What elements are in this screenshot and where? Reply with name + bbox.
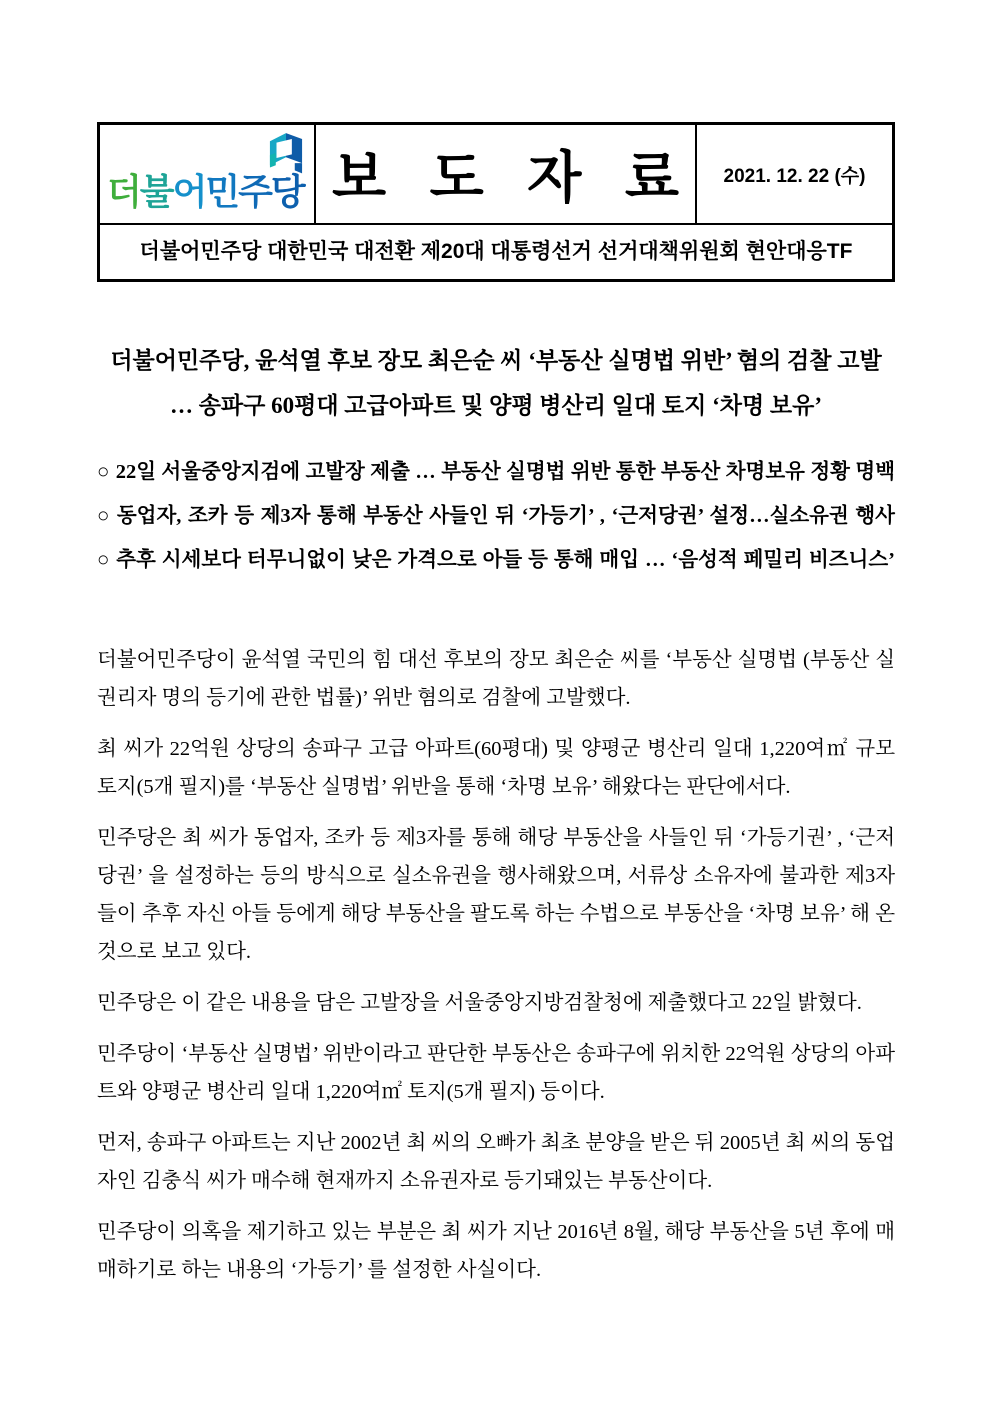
bullet-item-3 (97, 538, 895, 582)
body-paragraph-3: 민주당은 최 씨가 동업자, 조카 등 제3자를 통해 해당 부동산을 사들인 뒤 ‘가등기권’ , ‘근저당권’ 을 설정하는 등의 방식으로 실소유권을 행사해왔으며, 서류상 소유자에 불과한 제3자들이 추후 자신 아들 등에게 해당 부동산을 팔도록 하는 수법으로 부동산을 ‘차명 보유’ 해 온 것으로 보고 있다. (97, 827, 895, 963)
body-text (97, 641, 895, 1289)
body-paragraph-4: 민주당은 이 같은 내용을 담은 고발장을 서울중앙지방검찰청에 제출했다고 22일 밝혔다. (97, 992, 862, 1014)
press-release-title: 보 도 자 료 (316, 125, 697, 223)
release-date: 2021. 12. 22 (수) (723, 165, 866, 187)
logo-char: 주 (238, 171, 271, 212)
party-logo (100, 125, 316, 223)
logo-char: 어 (172, 171, 206, 212)
committee-subtitle: 더불어민주당 대한민국 대전환 제20대 대통령선거 선거대책위원회 현안대응TF (139, 240, 853, 263)
body-paragraph-5: 민주당이 ‘부동산 실명법’ 위반이라고 판단한 부동산은 송파구에 위치한 22억원 상당의 아파트와 양평군 병산리 일대 1,220여㎡ 토지(5개 필지) 등이다. (97, 1043, 895, 1103)
logo-char: 더 (107, 171, 140, 212)
header-top-row (100, 125, 892, 225)
bullet-text: 추후 시세보다 터무니없이 낮은 가격으로 아들 등 통해 매입 … ‘음성적 페밀리 비즈니스’ (116, 549, 895, 571)
bullet-item-2 (97, 494, 895, 538)
bullet-text: 22일 서울중앙지검에 고발장 제출 … 부동산 실명법 위반 통한 부동산 차명보유 정황 명백 (115, 461, 895, 483)
header-table (97, 122, 895, 282)
body-paragraph-6: 먼저, 송파구 아파트는 지난 2002년 최 씨의 오빠가 최초 분양을 받은 뒤 2005년 최 씨의 동업자인 김충식 씨가 매수해 현재까지 소유권자로 등기돼있는 부동산이다. (97, 1132, 895, 1192)
logo-char: 불 (139, 171, 173, 212)
logo-char: 당 (270, 171, 304, 212)
body-paragraph-2: 최 씨가 22억원 상당의 송파구 고급 아파트(60평대) 및 양평군 병산리 일대 1,220여㎡ 규모 토지(5개 필지)를 ‘부동산 실명법’ 위반을 통해 ‘차명 보유’ 해왔다는 판단에서다. (97, 738, 895, 798)
headline (97, 338, 895, 428)
body-paragraph-1: 더불어민주당이 윤석열 국민의 힘 대선 후보의 장모 최은순 씨를 ‘부동산 실명법 (부동산 실권리자 명의 등기에 관한 법률)’ 위반 혐의로 검찰에 고발했다. (97, 649, 895, 709)
bullet-text: 동업자, 조카 등 제3자 통해 부동산 사들인 뒤 ‘가등기’ , ‘근저당권’ 설정…실소유권 행사 (116, 505, 895, 527)
circle-bullet-marker: ○ (97, 461, 110, 483)
circle-bullet-marker: ○ (97, 549, 111, 571)
document-content (97, 122, 895, 1302)
body-paragraph-7: 민주당이 의혹을 제기하고 있는 부분은 최 씨가 지난 2016년 8월, 해당 부동산을 5년 후에 매매하기로 하는 내용의 ‘가등기’ 를 설정한 사실이다. (97, 1221, 895, 1281)
circle-bullet-marker: ○ (97, 505, 111, 527)
summary-bullets (97, 450, 895, 582)
logo-char: 민 (205, 171, 239, 212)
headline-line-2: … 송파구 60평대 고급아파트 및 양평 병산리 일대 토지 ‘차명 보유’ (169, 393, 823, 418)
headline-line-1: 더불어민주당, 윤석열 후보 장모 최은순 씨 ‘부동산 실명법 위반’ 혐의 검찰 고발 (110, 348, 882, 373)
party-logo-text (107, 164, 304, 215)
bullet-item-1 (97, 450, 895, 494)
